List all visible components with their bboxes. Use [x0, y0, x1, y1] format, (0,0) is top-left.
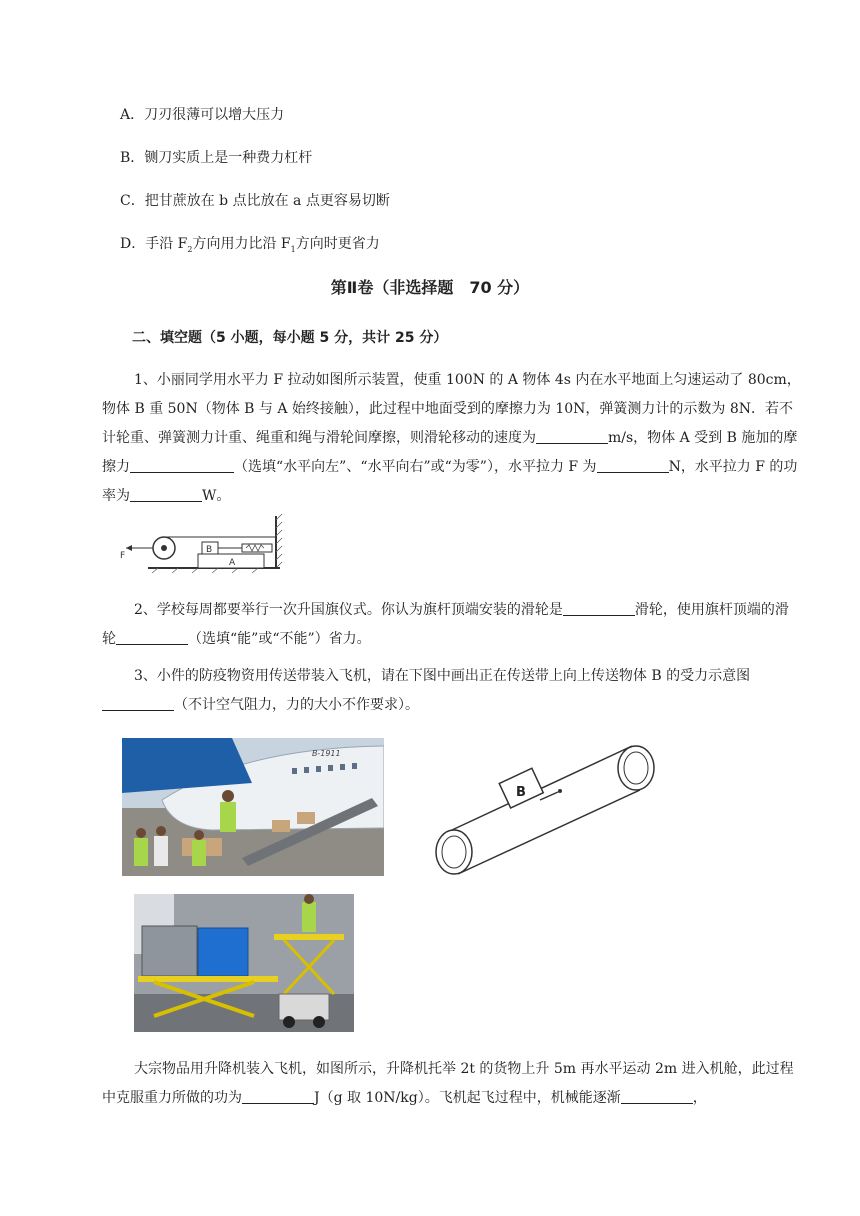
- upper-roller: [618, 746, 654, 790]
- q1-text-3: （选填“水平向左”、“水平向右”或“为零”），水平拉力 F 为: [234, 459, 597, 475]
- force-arrow: [126, 545, 132, 551]
- belt-top: [452, 746, 632, 830]
- option-d-sub-1: 2: [187, 244, 193, 254]
- option-a: A．刀刃很薄可以增大压力: [120, 107, 285, 123]
- option-d-text-2: 方向用力比沿 F: [192, 236, 291, 252]
- question-2: [102, 596, 802, 654]
- q4-blank-1[interactable]: [242, 1087, 314, 1104]
- q2-blank-2[interactable]: [116, 628, 188, 645]
- q3-text-1: 3、小件的防疫物资用传送带装入飞机，请在下图中画出正在传送带上向上传送物体 B 的受力示意图: [134, 668, 751, 684]
- pulley-figure: [118, 512, 288, 574]
- q1-text-1: 1、小丽同学用水平力 F 拉动如图所示装置，使重 100N 的 A 物体 4s 内在水平地面上匀速运动了 80cm，物体 B 重 50N（物体 B 与 A 始终接触），此过程中地面受到的摩擦力为 10N，弹簧测力计的示数为 8N．若不计轮重、弹簧测力计重、绳重和绳与滑轮间摩擦，则滑轮移动的速度为: [102, 372, 801, 446]
- option-c: C．把甘蔗放在 b 点比放在 a 点更容易切断: [120, 193, 390, 209]
- question-1: [102, 366, 802, 511]
- q1-text-2: m/s，物体 A 受到 B 施加的摩擦力: [102, 430, 798, 475]
- label-f: F: [120, 551, 126, 561]
- belt-bottom: [458, 790, 640, 874]
- question-3: [102, 662, 802, 720]
- option-d-text-3: 方向时更省力: [295, 236, 380, 252]
- q2-text-2: 滑轮，使用旗杆顶端的滑轮: [102, 602, 789, 647]
- conveyor-belt-diagram: [432, 740, 662, 880]
- q2-blank-1[interactable]: [563, 599, 635, 616]
- scissor-lift-photo: [134, 894, 354, 1032]
- q2-text-1: 2、学校每周都要举行一次升国旗仪式。你认为旗杆顶端安装的滑轮是: [134, 602, 563, 618]
- q1-blank-1[interactable]: [536, 427, 608, 444]
- label-b-conveyor: B: [516, 785, 526, 800]
- q4-text-1: 大宗物品用升降机装入飞机，如图所示，升降机托举 2t 的货物上升 5m 再水平运动 2m 进入机舱，此过程中克服重力所做的功为: [102, 1061, 794, 1106]
- lower-roller: [436, 830, 472, 874]
- q3-text-2: （不计空气阻力，力的大小不作要求）。: [174, 697, 419, 713]
- q2-text-3: （选填“能”或“不能”）省力。: [188, 631, 371, 647]
- option-d: [120, 234, 380, 260]
- label-a: A: [229, 558, 236, 568]
- part-title: 第Ⅱ卷（非选择题 70 分）: [330, 278, 530, 297]
- airplane-loading-photo: [122, 738, 384, 876]
- q3-blank-1[interactable]: [102, 694, 174, 711]
- q4-text-2: J（g 取 10N/kg）。飞机起飞过程中，机械能逐渐: [314, 1090, 621, 1106]
- q1-blank-2[interactable]: [130, 456, 234, 473]
- q1-blank-3[interactable]: [597, 456, 669, 473]
- q1-text-5: W。: [202, 488, 231, 504]
- option-b: B．铡刀实质上是一种费力杠杆: [120, 150, 313, 166]
- label-b: B: [206, 545, 213, 555]
- q4-blank-2[interactable]: [621, 1087, 693, 1104]
- option-d-text-1: D．手沿 F: [120, 236, 188, 252]
- spring-scale: [242, 544, 272, 552]
- section-title: 二、填空题（5 小题，每小题 5 分，共计 25 分）: [132, 330, 448, 346]
- q1-text-4: N，水平拉力 F 的功率为: [102, 459, 798, 504]
- q4-text-3: ，: [692, 1090, 707, 1106]
- question-4: [102, 1055, 802, 1113]
- plane-registration: B-1911: [312, 749, 341, 758]
- q1-blank-4[interactable]: [130, 485, 202, 502]
- option-d-sub-2: 1: [290, 244, 296, 254]
